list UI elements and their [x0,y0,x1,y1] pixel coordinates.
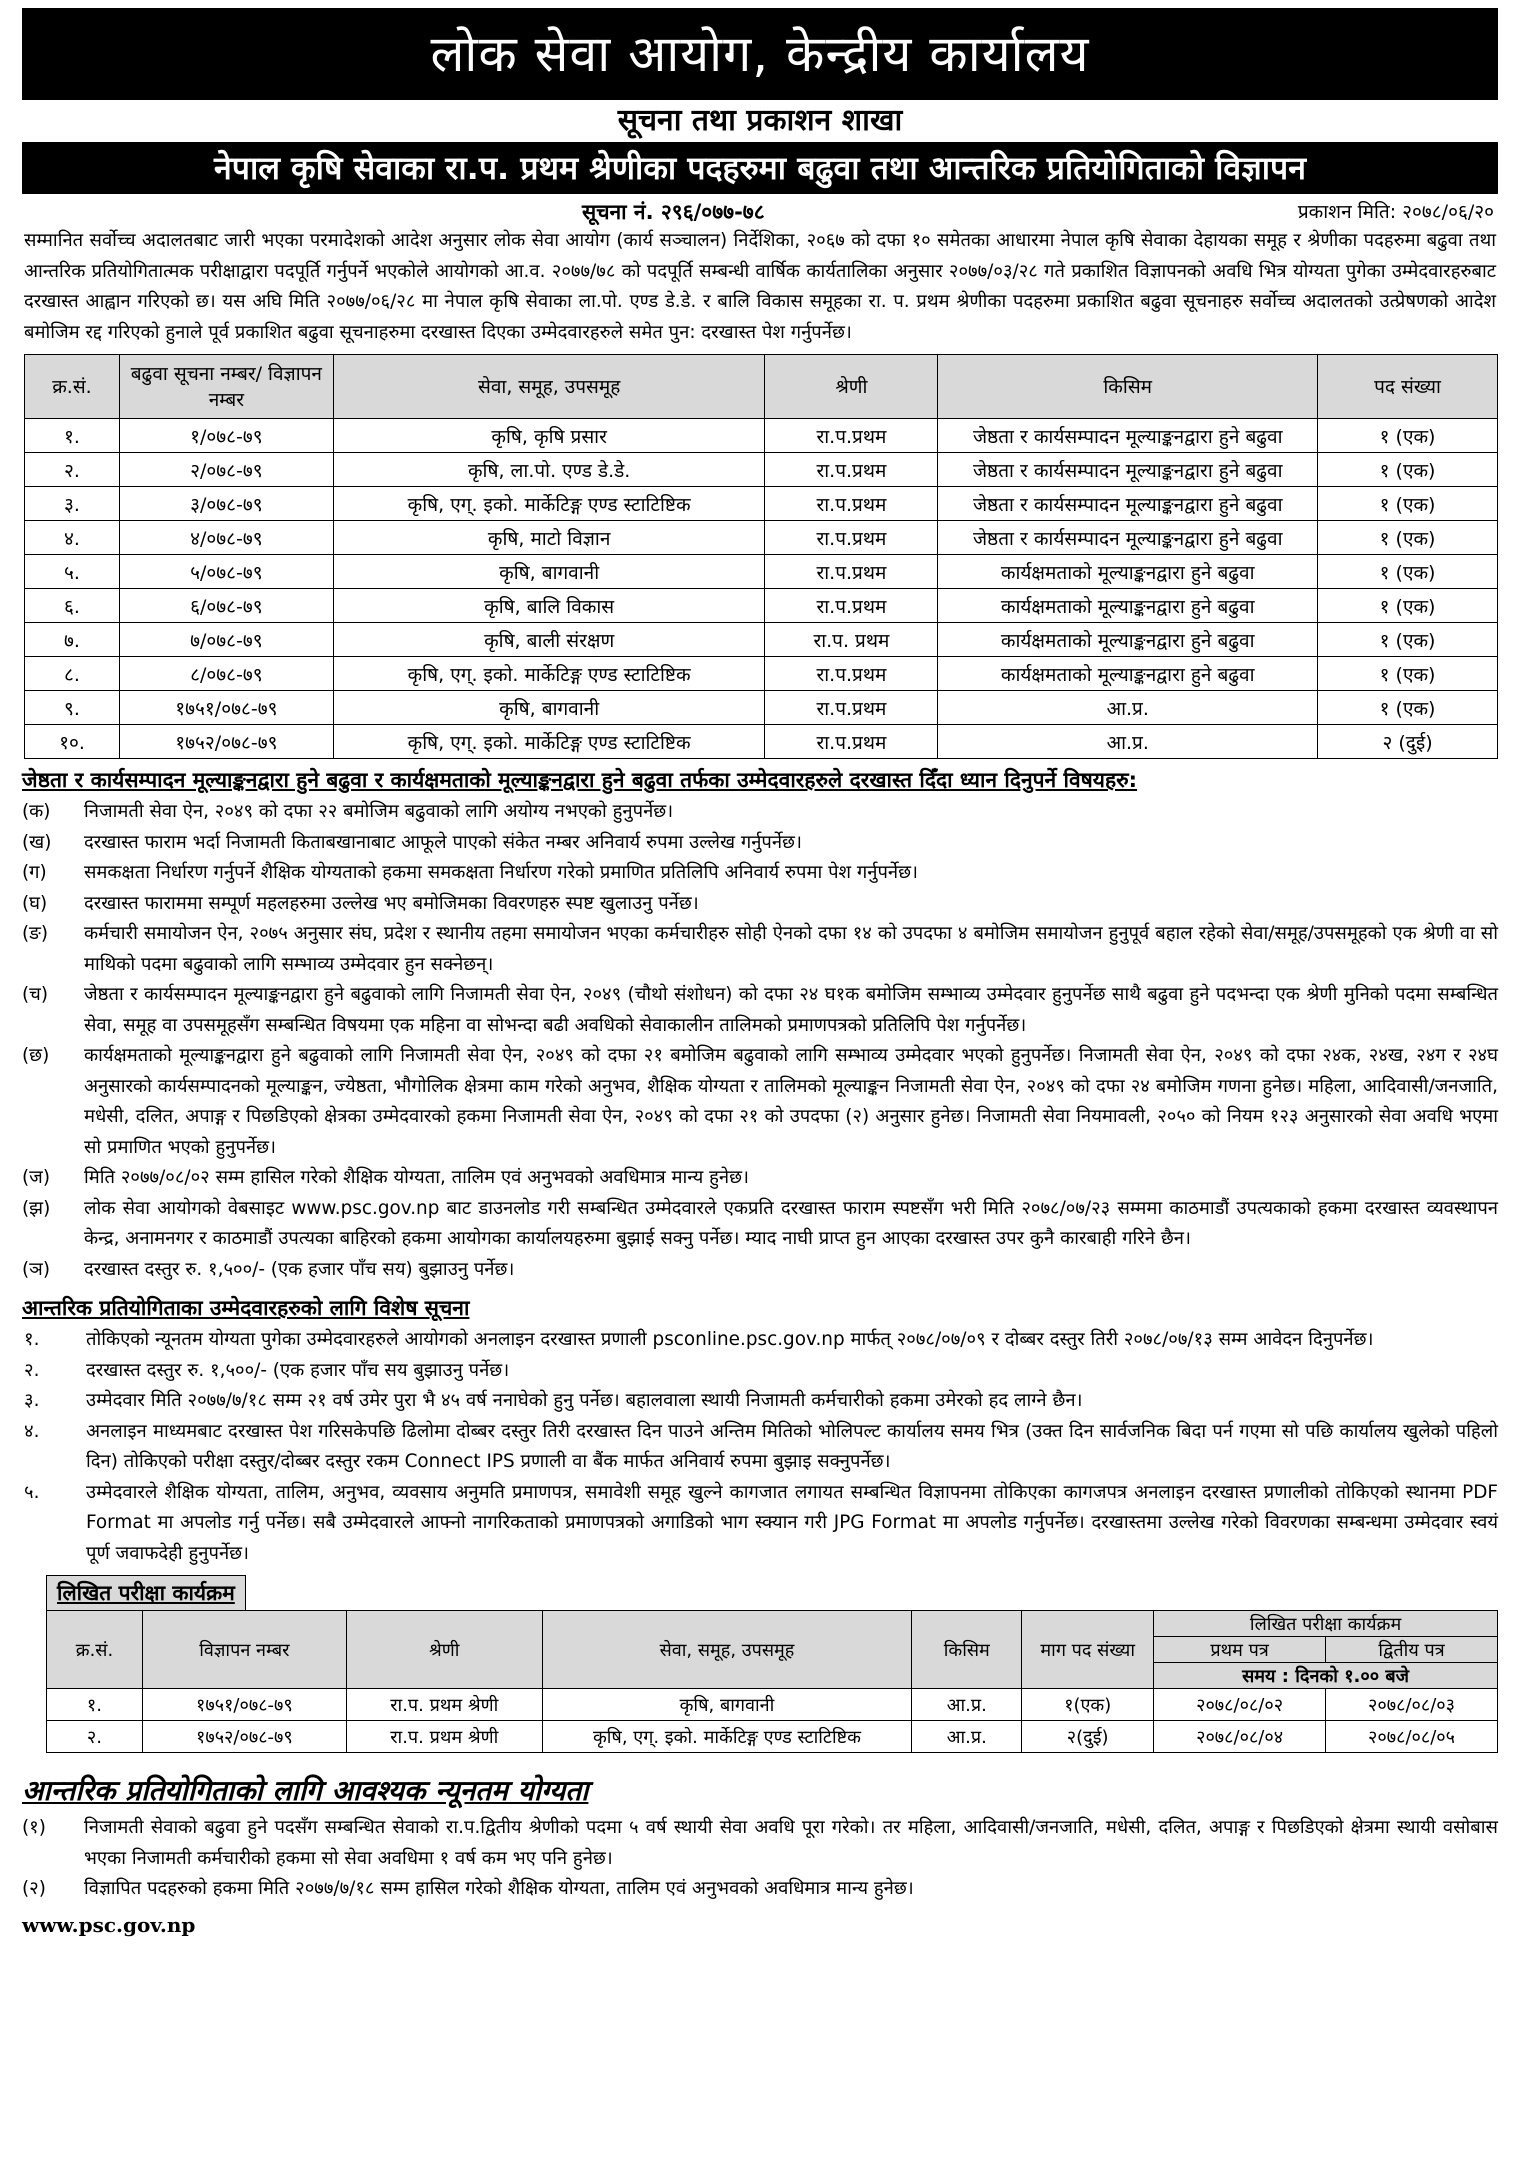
list-item-text: कर्मचारी समायोजन ऐन, २०७५ अनुसार संघ, प्रदेश र स्थानीय तहमा समायोजन भएका कर्मचारीहरु सोही ऐनको दफा १४ को उपदफा ४ बमोजिम समायोजन हुनुपूर्व बहाल रहेको सेवा/समूह/उपसमूहको एक श्रेणी वा सो माथिको पदमा बढुवाको लागि सम्भाव्य उम्मेदवार हुन सक्नेछन्। [84,923,1498,975]
table-cell: रा.प.प्रथम [765,657,938,691]
list-item-marker: (ग) [22,862,47,883]
table-cell: २ (दुई) [1318,725,1498,759]
exam-heading: लिखित परीक्षा कार्यक्रम [46,1575,246,1610]
table-cell: २०७८/०८/०५ [1326,1721,1498,1753]
col-header: क्र.सं. [47,1611,143,1689]
table-cell: ९. [25,691,120,725]
list-item [22,1194,1498,1255]
table-cell: २. [47,1721,143,1753]
table-cell: ४/०७८-७९ [119,521,333,555]
table-cell: १७५१/०७८-७९ [119,691,333,725]
table-cell: रा.प.प्रथम [765,725,938,759]
table-cell: कार्यक्षमताको मूल्याङ्कनद्वारा हुने बढुवा [938,623,1318,657]
list-item-marker: (ञ) [22,1258,50,1280]
table-cell: २०७८/०८/०३ [1326,1689,1498,1721]
table-row [47,1689,1498,1721]
list-item [22,1874,1498,1905]
table-cell: रा.प.प्रथम [765,589,938,623]
table-cell: आ.प्र. [938,691,1318,725]
special-notice-list [22,1325,1498,1569]
list-item-text: दरखास्त दस्तुर रु. १,५००/- (एक हजार पाँच सय बुझाउनु पर्नेछ। [86,1359,510,1381]
advertisement-title: नेपाल कृषि सेवाका रा.प. प्रथम श्रेणीका पदहरुमा बढुवा तथा आन्तरिक प्रतियोगिताको विज्ञापन [22,142,1498,194]
table-cell: २०७८/०८/०४ [1154,1721,1326,1753]
list-item-text: दरखास्त फाराममा सम्पूर्ण महलहरुमा उल्लेख भए बमोजिमका विवरणहरु स्पष्ट खुलाउनु पर्नेछ। [84,892,699,914]
col-header: विज्ञापन नम्बर [142,1611,346,1689]
table-cell: कृषि, बागवानी [333,555,765,589]
table-cell: १ (एक) [1318,487,1498,521]
table-cell: रा.प. प्रथम श्रेणी [346,1721,542,1753]
table-row [25,589,1498,623]
col-header: बढुवा सूचना नम्बर/ विज्ञापन नम्बर [119,355,333,419]
table-cell: कृषि, एग्. इको. मार्केटिङ्ग एण्ड स्टाटिष्टिक [333,487,765,521]
table-cell: रा.प.प्रथम [765,419,938,453]
list-item-marker: (ख) [22,831,52,853]
table-cell: ७. [25,623,120,657]
table-cell: कार्यक्षमताको मूल्याङ्कनद्वारा हुने बढुवा [938,555,1318,589]
list-item-marker: (१) [22,1817,46,1838]
list-item-text: मिति २०७७/०८/०२ सम्म हासिल गरेको शैक्षिक योग्यता, तालिम एवं अनुभवको अवधिमात्र मान्य हुनेछ। [84,1167,749,1188]
table-cell: कृषि, बाली संरक्षण [333,623,765,657]
col-header: श्रेणी [346,1611,542,1689]
publication-date: प्रकाशन मिति: २०७८/०६/२० [1297,201,1494,223]
col-header: सेवा, समूह, उपसमूह [542,1611,912,1689]
table-cell: आ.प्र. [912,1721,1022,1753]
list-item [22,1163,1498,1194]
notice-number: सूचना नं. २९६/०७७-७८ [582,200,765,224]
list-item-marker: ३. [24,1390,40,1411]
table-row [25,521,1498,555]
qualification-list [22,1813,1498,1905]
table-row [25,555,1498,589]
list-item [22,980,1498,1041]
table-row [25,691,1498,725]
col-header: प्रथम पत्र [1154,1637,1326,1663]
table-cell: २(दुई) [1022,1721,1154,1753]
table-header-row [47,1611,1498,1637]
section-heading: जेष्ठता र कार्यसम्पादन मूल्याङ्कनद्वारा हुने बढुवा र कार्यक्षमताको मूल्याङ्कनद्वारा हुने बढुवा तर्फका उम्मेदवारहरुले दरखास्त दिँदा ध्यान दिनुपर्ने विषयहरु: [22,768,1138,792]
list-item-text: निजामती सेवा ऐन, २०४९ को दफा २२ बमोजिम बढुवाको लागि अयोग्य नभएको हुनुपर्नेछ। [84,801,674,822]
table-cell: १ (एक) [1318,691,1498,725]
table-row [25,453,1498,487]
table-cell: १७५१/०७८-७९ [142,1689,346,1721]
list-item [22,797,1498,828]
list-item [22,889,1498,920]
table-cell: १७५२/०७८-७९ [119,725,333,759]
col-header: द्वितीय पत्र [1326,1637,1498,1663]
table-cell: जेष्ठता र कार्यसम्पादन मूल्याङ्कनद्वारा हुने बढुवा [938,453,1318,487]
list-item-marker: (घ) [22,892,48,914]
col-header: लिखित परीक्षा कार्यक्रम [1154,1611,1498,1637]
table-cell: रा.प.प्रथम [765,555,938,589]
col-header: किसिम [912,1611,1022,1689]
table-cell: २/०७८-७९ [119,453,333,487]
table-cell: कृषि, एग्. इको. मार्केटिङ्ग एण्ड स्टाटिष्टिक [542,1721,912,1753]
list-item-text: विज्ञापित पदहरुको हकमा मिति २०७७/७/१८ सम्म हासिल गरेको शैक्षिक योग्यता, तालिम एवं अनुभवको अवधिमात्र मान्य हुनेछ। [84,1878,914,1899]
table-cell: रा.प.प्रथम [765,521,938,555]
table-cell: कृषि, बागवानी [542,1689,912,1721]
promotion-table [24,354,1498,759]
list-item [22,1813,1498,1874]
table-cell: कार्यक्षमताको मूल्याङ्कनद्वारा हुने बढुवा [938,589,1318,623]
table-cell: १. [25,419,120,453]
table-row [47,1721,1498,1753]
list-item-text: अनलाइन माध्यमबाट दरखास्त पेश गरिसकेपछि ढिलोमा दोब्बर दस्तुर तिरी दरखास्त दिन पाउने अन्तिम मितिको भोलिपल्ट कार्यालय समय भित्र (उक्त दिन सार्वजनिक बिदा पर्न गएमा सो पछि कार्यालय खुलेको पहिलो दिन) तोकिएको परीक्षा दस्तुर/दोब्बर दस्तुर रकम Connect IPS प्रणाली वा बैंक मार्फत अनिवार्य रुपमा बुझाइ सक्नुपर्नेछ। [86,1420,1498,1472]
list-item-marker: ४. [24,1420,40,1442]
table-cell: ८/०७८-७९ [119,657,333,691]
table-cell: कृषि, कृषि प्रसार [333,419,765,453]
section-heading: आन्तरिक प्रतियोगिताका उम्मेदवारहरुको लागि विशेष सूचना [22,1296,470,1320]
exam-time: समय : दिनको १.०० बजे [1154,1663,1498,1689]
list-item [22,828,1498,859]
table-cell: ४. [25,521,120,555]
table-cell: रा.प.प्रथम [765,487,938,521]
table-cell: कृषि, एग्. इको. मार्केटिङ्ग एण्ड स्टाटिष्टिक [333,725,765,759]
table-cell: जेष्ठता र कार्यसम्पादन मूल्याङ्कनद्वारा हुने बढुवा [938,521,1318,555]
table-header-row [25,355,1498,419]
col-header: माग पद संख्या [1022,1611,1154,1689]
list-item-marker: २. [24,1359,40,1381]
table-cell: १/०७८-७९ [119,419,333,453]
list-item-marker: १. [24,1329,40,1350]
list-item-text: लोक सेवा आयोगको वेबसाइट www.psc.gov.np बाट डाउनलोड गरी सम्बन्धित उम्मेदवारले एकप्रति दरखास्त फाराम स्पष्टसँग भरी मिति २०७८/०७/२३ सम्ममा काठमाडौं उपत्यकाको हकमा दरखास्त व्यवस्थापन केन्द्र, अनामनगर र काठमाडौं उपत्यका बाहिरको हकमा आयोगका कार्यालयहरुमा बुझाई सक्नु पर्नेछ। म्याद नाघी प्राप्त हुन आएका दरखास्त उपर कुनै कारबाही गरिने छैन। [84,1197,1498,1249]
table-cell: ६. [25,589,120,623]
table-row [25,725,1498,759]
list-item [22,1255,1498,1286]
table-row [25,487,1498,521]
list-item-text: कार्यक्षमताको मूल्याङ्कनद्वारा हुने बढुवाको लागि निजामती सेवा ऐन, २०४९ को दफा २१ बमोजिम बढुवाको लागि सम्भाव्य उम्मेदवार भएको हुनुपर्नेछ। निजामती सेवा ऐन, २०४९ को दफा २४क, २४ख, २४ग र २४घ अनुसारको कार्यसम्पादनको मूल्याङ्कन, ज्येष्ठता, भौगोलिक क्षेत्रमा काम गरेको अनुभव, शैक्षिक योग्यता र तालिमको मूल्याङ्कन निजामती सेवा ऐन, २०४९ को दफा २४ बमोजिम गणना हुनेछ। महिला, आदिवासी/जनजाति, मधेसी, दलित, अपाङ्ग र पिछडिएको क्षेत्रका उम्मेदवारको हकमा निजामती सेवा ऐन, २०४९ को दफा २१ को उपदफा (२) अनुसार हुनेछ। निजामती सेवा नियमावली, २०५० को नियम १२३ अनुसारको सेवा अवधि भएमा सो प्रमाणित भएको हुनुपर्नेछ। [84,1045,1498,1158]
table-cell: कृषि, माटो विज्ञान [333,521,765,555]
table-cell: २०७८/०८/०२ [1154,1689,1326,1721]
table-cell: १ (एक) [1318,521,1498,555]
list-item-marker: ५. [24,1481,40,1503]
col-header: सेवा, समूह, उपसमूह [333,355,765,419]
list-item-text: उम्मेदवार मिति २०७७/७/१८ सम्म २१ वर्ष उमेर पुरा भै ४५ वर्ष ननाघेको हुनु पर्नेछ। बहालवाला स्थायी निजामती कर्मचारीको हकमा उमेरको हद लाग्ने छैन। [86,1390,1083,1411]
page-title: लोक सेवा आयोग, केन्द्रीय कार्यालय [22,8,1498,100]
table-row [25,623,1498,657]
table-cell: आ.प्र. [912,1689,1022,1721]
list-item [22,919,1498,980]
table-cell: १७५२/०७८-७९ [142,1721,346,1753]
table-cell: १ (एक) [1318,555,1498,589]
list-item-text: समकक्षता निर्धारण गर्नुपर्ने शैक्षिक योग्यताको हकमा समकक्षता निर्धारण गरेको प्रमाणित प्रतिलिपि अनिवार्य रुपमा पेश गर्नुपर्नेछ। [84,862,918,883]
table-cell: रा.प. प्रथम श्रेणी [346,1689,542,1721]
col-header: श्रेणी [765,355,938,419]
table-cell: ५/०७८-७९ [119,555,333,589]
col-header: क्र.सं. [25,355,120,419]
table-cell: ८. [25,657,120,691]
list-item-marker: (ज) [22,1167,50,1188]
table-cell: ६/०७८-७९ [119,589,333,623]
qualification-heading: आन्तरिक प्रतियोगिताको लागि आवश्यक न्यूनतम योग्यता [22,1774,589,1807]
table-row [25,657,1498,691]
table-cell: जेष्ठता र कार्यसम्पादन मूल्याङ्कनद्वारा हुने बढुवा [938,419,1318,453]
col-header: पद संख्या [1318,355,1498,419]
table-cell: ५. [25,555,120,589]
instruction-list [22,797,1498,1285]
intro-paragraph: सम्मानित सर्वोच्च अदालतबाट जारी भएका परमादेशको आदेश अनुसार लोक सेवा आयोग (कार्य सञ्चालन) निर्देशिका, २०६७ को दफा १० समेतका आधारमा नेपाल कृषि सेवाका देहायका समूह र श्रेणीका पदहरुमा बढुवा तथा आन्तरिक प्रतियोगितात्मक परीक्षाद्वारा पदपूर्ति गर्नुपर्ने भएकोले आयोगको आ.व. २०७७/७८ को पदपूर्ति सम्बन्धी वार्षिक कार्यतालिका अनुसार २०७७/०३/२८ गते प्रकाशित विज्ञापनको अवधि भित्र योग्यता पुगेका उम्मेदवारहरुबाट दरखास्त आह्वान गरिएको छ। यस अघि मिति २०७७/०६/२८ मा नेपाल कृषि सेवाका ला.पो. एण्ड डे.डे. र बालि विकास समूहका रा. प. प्रथम श्रेणीका पदहरुमा प्रकाशित बढुवा सूचनाहरु सर्वोच्च अदालतको उत्प्रेषणको आदेश बमोजिम रद्द गरिएको हुनाले पूर्व प्रकाशित बढुवा सूचनाहरुमा दरखास्त दिएका उम्मेदवारहरुले समेत पुन: दरखास्त पेश गर्नुपर्नेछ। [24,230,1496,343]
table-cell: २. [25,453,120,487]
table-cell: रा.प.प्रथम [765,691,938,725]
table-cell: कृषि, ला.पो. एण्ड डे.डे. [333,453,765,487]
list-item-text: निजामती सेवाको बढुवा हुने पदसँग सम्बन्धित सेवाको रा.प.द्वितीय श्रेणीको पदमा ५ वर्ष स्थायी सेवा अवधि पूरा गरेको। तर महिला, आदिवासी/जनजाति, मधेसी, दलित, अपाङ्ग र पिछडिएको क्षेत्रमा स्थायी वसोबास भएका निजामती कर्मचारीको हकमा सो सेवा अवधिमा १ वर्ष कम भए पनि हुनेछ। [84,1817,1498,1869]
list-item-text: दरखास्त दस्तुर रु. १,५००/- (एक हजार पाँच सय) बुझाउनु पर्नेछ। [84,1258,515,1280]
table-cell: ३/०७८-७९ [119,487,333,521]
list-item [24,1325,1498,1356]
list-item-text: दरखास्त फाराम भर्दा निजामती किताबखानाबाट आफूले पाएको संकेत नम्बर अनिवार्य रुपमा उल्लेख गर्नुपर्नेछ। [84,831,802,853]
list-item-marker: (क) [22,801,51,822]
table-cell: ३. [25,487,120,521]
table-cell: कार्यक्षमताको मूल्याङ्कनद्वारा हुने बढुवा [938,657,1318,691]
table-cell: १ (एक) [1318,453,1498,487]
list-item-marker: (२) [22,1878,46,1899]
table-cell: ७/०७८-७९ [119,623,333,657]
list-item-marker: (च) [22,984,49,1005]
table-cell: जेष्ठता र कार्यसम्पादन मूल्याङ्कनद्वारा हुने बढुवा [938,487,1318,521]
list-item [24,1478,1498,1570]
list-item-text: उम्मेदवारले शैक्षिक योग्यता, तालिम, अनुभव, व्यवसाय अनुमति प्रमाणपत्र, समावेशी समूह खुल्ने कागजात लगायत सम्बन्धित विज्ञापनमा तोकिएका कागजपत्र अनलाइन दरखास्त प्रणालीको तोकिएको स्थानमा PDF Format मा अपलोड गर्नु पर्नेछ। सबै उम्मेदवारले आफ्नो नागरिकताको प्रमाणपत्रको अगाडिको भाग स्क्यान गरी JPG Format मा अपलोड गर्नुपर्नेछ। दरखास्तमा उल्लेख गरेको विवरणका सम्बन्धमा उम्मेदवार स्वयं पूर्ण जवाफदेही हुनुपर्नेछ। [86,1481,1498,1564]
list-item-marker: (छ) [22,1045,50,1066]
table-cell: १. [47,1689,143,1721]
exam-table-body [47,1689,1498,1753]
list-item [24,1356,1498,1387]
exam-table [46,1610,1498,1753]
list-item-marker: (झ) [22,1197,51,1219]
branch-title: सूचना तथा प्रकाशन शाखा [617,103,903,138]
table-cell: कृषि, बागवानी [333,691,765,725]
list-item-text: जेष्ठता र कार्यसम्पादन मूल्याङ्कनद्वारा हुने बढुवाको लागि निजामती सेवा ऐन, २०४९ (चौथो संशोधन) को दफा २४ घ१क बमोजिम सम्भाव्य उम्मेदवार हुनुपर्नेछ साथै बढुवा हुने पदभन्दा एक श्रेणी मुनिको पदमा सम्बन्धित सेवा, समूह वा उपसमूहसँग सम्बन्धित विषयमा एक महिना वा सोभन्दा बढी अवधिको सेवाकालीन तालिमको प्रमाणपत्रको प्रतिलिपि पेश गर्नुपर्नेछ। [84,984,1498,1036]
list-item [24,1417,1498,1478]
list-item [22,858,1498,889]
table-cell: १०. [25,725,120,759]
col-header: किसिम [938,355,1318,419]
list-item-marker: (ङ) [22,923,49,944]
exam-table-wrap [46,1610,1498,1753]
footer-url: www.psc.gov.np [22,1912,196,1937]
notice-row [22,194,1498,226]
table-cell: १ (एक) [1318,419,1498,453]
table-cell: रा.प. प्रथम [765,623,938,657]
table-row [25,419,1498,453]
table-cell: १ (एक) [1318,657,1498,691]
list-item-text: तोकिएको न्यूनतम योग्यता पुगेका उम्मेदवारहरुले आयोगको अनलाइन दरखास्त प्रणाली psconline.psc.gov.np मार्फत् २०७८/०७/०९ र दोब्बर दस्तुर तिरी २०७८/०७/१३ सम्म आवेदन दिनुपर्नेछ। [86,1329,1374,1350]
list-item [24,1386,1498,1417]
table-cell: आ.प्र. [938,725,1318,759]
promotion-table-body [25,419,1498,759]
table-cell: १ (एक) [1318,623,1498,657]
table-cell: १(एक) [1022,1689,1154,1721]
table-cell: कृषि, एग्. इको. मार्केटिङ्ग एण्ड स्टाटिष्टिक [333,657,765,691]
table-cell: रा.प.प्रथम [765,453,938,487]
list-item [22,1041,1498,1163]
table-cell: कृषि, बालि विकास [333,589,765,623]
table-cell: १ (एक) [1318,589,1498,623]
